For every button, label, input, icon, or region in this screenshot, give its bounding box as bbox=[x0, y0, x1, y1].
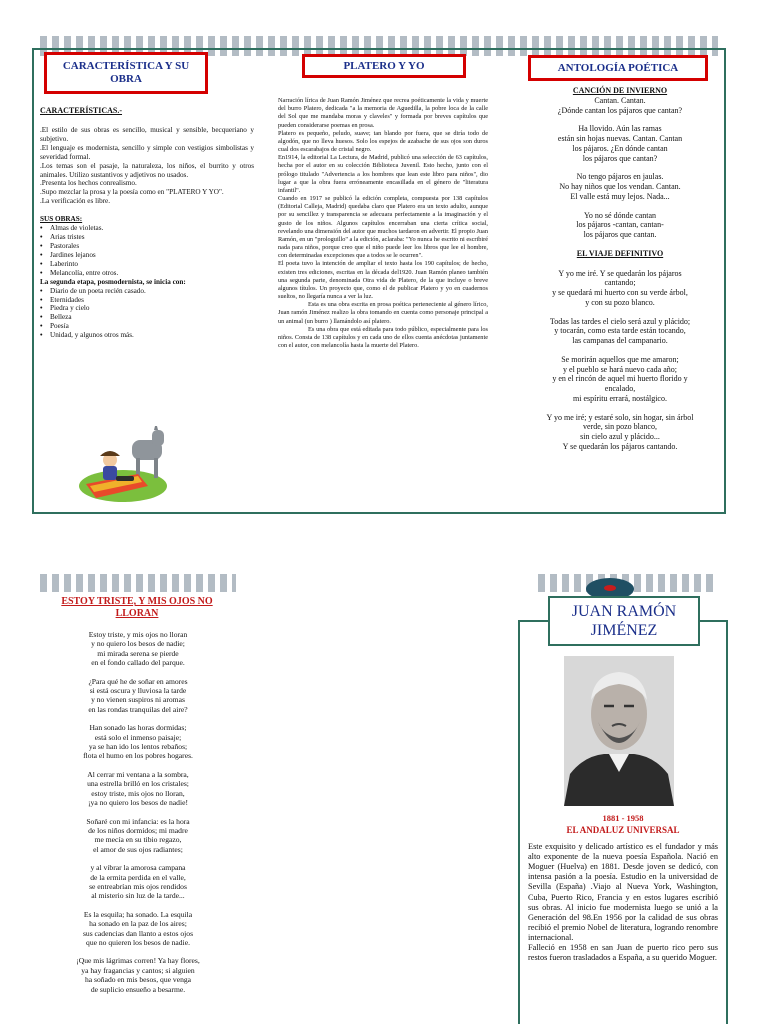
poem-line: Estoy triste, y mis ojos no lloran bbox=[88, 630, 188, 639]
poem-line: los pájaros que cantan. bbox=[583, 230, 657, 239]
poem-line: sin cielo azul y plácido... bbox=[580, 432, 660, 441]
obras-list bbox=[40, 224, 254, 278]
poem-line: Soñaré con mi infancia: es la hora bbox=[86, 816, 190, 826]
poem-line: Y yo me iré; y estaré solo, sin hogar, sin árbol bbox=[546, 412, 694, 422]
obra-item: • Arias tristes bbox=[50, 233, 254, 242]
poem-line: y el pueblo se hará nuevo cada año; bbox=[563, 364, 677, 374]
antologia-title-text: ANTOLOGÍA POÉTICA bbox=[557, 61, 679, 74]
poem-line: ya hay fragancias y cantos; si alguien bbox=[81, 965, 195, 975]
obra2-item: • Poesía bbox=[50, 322, 254, 331]
poem-line: los pájaros que cantan? bbox=[582, 153, 658, 163]
platero-paragraph-6: Esta es una obra escrita en prosa poética perteneciente al género lírico, Juan ramón Jiménez realizo la obra tomando en cuenta como personaje principal a un animal (un burro ) llamándolo así platero. bbox=[278, 301, 488, 325]
jrj-years: 1881 - 1958 bbox=[602, 813, 644, 823]
poem-line: y se quedará mi huerto con su verde árbol, bbox=[552, 288, 688, 297]
poem-line: se entreabrían mis ojos rendidos bbox=[89, 881, 187, 891]
poem-line: al misterio sin luz de la tarde... bbox=[91, 891, 185, 901]
poem-line: el amor de sus ojos radiantes; bbox=[93, 844, 183, 854]
caracteristica-1: .El estilo de sus obras es sencillo, musical y sensible, becqueriano y subjetivo. bbox=[40, 125, 254, 143]
caracteristicas-title-text: CARACTERÍSTICA Y SU OBRA bbox=[62, 60, 190, 85]
poem-line: ¿Para qué he de soñar en amores bbox=[88, 676, 188, 686]
poem-line: en el fondo callado del parque. bbox=[91, 658, 185, 668]
platero-paragraph-7: Es una obra que está editada para todo público, especialmente para los niños. Consta de 138 capítulos y en cada uno de ellos cuenta anécdotas juntamente con el autor, con melancolía hasta la muerte del Platero. bbox=[278, 325, 488, 350]
poem-line: encalado, bbox=[604, 384, 636, 393]
estoy-triste-title bbox=[44, 596, 230, 619]
poem-line: ¿Dónde cantan los pájaros que cantan? bbox=[557, 105, 683, 115]
poem-line: Ha llovido. Aún las ramas bbox=[578, 124, 662, 134]
poem2-stanza bbox=[520, 269, 720, 308]
poem-line: verde, sin pozo blanco, bbox=[583, 422, 657, 432]
caracteristica-4: .Presenta los hechos conrealismo. bbox=[40, 179, 137, 188]
poem-line: El valle está muy lejos. Nada... bbox=[570, 191, 670, 201]
poem1-stanza bbox=[520, 96, 720, 116]
poem-stanza bbox=[46, 770, 230, 808]
poem-line: una estrella brilló en los cristales; bbox=[87, 779, 189, 789]
poem-line: Todas las tardes el cielo será azul y plácido; bbox=[549, 316, 691, 326]
poem-line: No tengo pájaros en jaulas. bbox=[576, 172, 664, 182]
poem-line: ha sonado en la paz de los aires; bbox=[89, 919, 187, 929]
poem-line: Y se quedarán los pájaros cantando. bbox=[562, 441, 678, 451]
obras2-list bbox=[40, 287, 254, 341]
poem-line: Es la esquila; ha sonado. La esquila bbox=[83, 909, 193, 919]
platero-title bbox=[302, 54, 466, 78]
poem1-stanza bbox=[520, 172, 720, 201]
poem-line: de la ermita perdida en el valle, bbox=[90, 872, 186, 882]
poem1-stanza bbox=[520, 211, 720, 240]
caracteristica-2: .El lenguaje es modernista, sencillo y simple con vestigios simbolistas y severidad formal. bbox=[40, 143, 254, 161]
caracteristica-6: .La verificación es libre. bbox=[40, 197, 111, 206]
poem-line: flota el humo en los pobres hogares. bbox=[83, 751, 193, 761]
poem-line: ¡Que mis lágrimas corren! Ya hay flores, bbox=[76, 956, 200, 966]
poem-line: los pájaros -cantan, cantan- bbox=[576, 220, 664, 230]
obra-item: • Almas de violetas. bbox=[50, 224, 254, 233]
obra-item: • Jardines lejanos bbox=[50, 251, 254, 260]
poem-line: ya se han ido los lentos rebaños; bbox=[88, 742, 188, 752]
caracteristicas-column bbox=[40, 106, 254, 340]
poem2-stanza bbox=[520, 317, 720, 346]
estoy-triste-poem bbox=[46, 630, 230, 994]
poem-stanza bbox=[46, 630, 230, 668]
caracteristicas-subtitle: CARACTERÍSTICAS.- bbox=[40, 106, 123, 115]
jrj-portrait bbox=[564, 656, 674, 806]
platero-paragraph-1: Narración lírica de Juan Ramón Jiménez que recrea poéticamente la vida y muerte del burro Platero, dedicada "a la memoria de Aguedilla, la pobre loca de la calle del Sol que me mandaba moras y claveles" y formada por breves capítulos que pueden considerarse poemas en prosa. bbox=[278, 97, 488, 129]
poem-line: ha soñado en mis besos, que venga bbox=[84, 975, 192, 985]
poem-line: y en el rincón de aquel mi huerto florido y bbox=[552, 374, 688, 384]
poem-stanza bbox=[46, 863, 230, 901]
poem-line: Cantan. Cantan. bbox=[594, 95, 646, 105]
poem2-stanza bbox=[520, 413, 720, 452]
obras-title: SUS OBRAS: bbox=[40, 215, 83, 224]
poem2-title: EL VIAJE DEFINITIVO bbox=[576, 248, 664, 258]
poem-line: estoy triste, mis ojos no lloran, bbox=[91, 788, 185, 798]
poem-line: Han sonado las horas dormidas; bbox=[89, 723, 187, 733]
platero-paragraph-3: En1914, la editorial La Lectura, de Madrid, publicó una selección de 63 capítulos, hecha por el autor en su colección Biblioteca Juvenil. Esto hecho, junto con el prólogo titulado "Advertencia a los hombres que lean este libro para niños", dio lugar a que la obra fuera erróneamente encasillada en el género de "literatura infantil". bbox=[278, 154, 488, 194]
jrj-bio-paragraph-1: Este exquisito y delicado artístico es el fundador y más alto exponente de la nueva poesía Española. Nació en Moguer (Huelva) en 1881. Desde joven se dedicó, con intensa pasión a la poesía. Estudio en la universidad de Sevilla (España) .Viajo al Nueva York, Washington, Cuba, Puerto Rico, Francia y en estos lugares escribió sus obras. Al inicio fue modernista luego se unió a la Generación del 98.En 1956 por la calidad de sus obras recibió el premio Nobel de literatura, logrando renombre internacional. bbox=[528, 842, 718, 942]
poem1-stanza bbox=[520, 124, 720, 163]
platero-paragraph-5: El poeta tuvo la intención de ampliar el texto hasta los 190 capítulos; de hecho, existen tres ediciones, escritas en la década del1920. Juan Ramón planeo también una segunda parte, denominada Otra vida de Platero, de la que incluye o breve algunos títulos. Un proyecto que, como el de publicar Platero y yo en cuadernos sueltos, no llegaría nunca a ver la luz. bbox=[278, 260, 488, 301]
obra2-item: • Unidad, y algunos otros más. bbox=[50, 331, 254, 340]
jrj-name-box bbox=[548, 596, 700, 646]
poem-line: si está oscura y lluviosa la tarde bbox=[89, 686, 187, 696]
poem-line: mi mirada serena se pierde bbox=[97, 648, 179, 658]
poem-line: y con su pozo blanco. bbox=[585, 297, 655, 307]
poem-stanza bbox=[46, 677, 230, 715]
poem-line: y no vienen suspiros ni aromas bbox=[91, 695, 185, 705]
segunda-etapa-text: La segunda etapa, posmodernista, se inicia con: bbox=[40, 277, 186, 286]
jrj-epithet: EL ANDALUZ UNIVERSAL bbox=[566, 825, 680, 835]
poem-stanza bbox=[46, 956, 230, 994]
jrj-name: JUAN RAMÓN JIMÉNEZ bbox=[571, 602, 677, 639]
obra2-item: • Piedra y cielo bbox=[50, 304, 254, 313]
poem-line: las campanas del campanario. bbox=[572, 336, 668, 345]
platero-paragraph-2: Platero es pequeño, peludo, suave; tan blando por fuera, que se diría todo de algodón, que no lleva huesos. Solo los espejos de azabache de sus ojos son duros cual dos escarabajos de cristal negro. bbox=[278, 129, 488, 154]
platero-title-text: PLATERO Y YO bbox=[343, 59, 425, 72]
poem-line: Yo no sé dónde cantan bbox=[583, 210, 657, 220]
poem-line: Se morirán aquellos que me amaron; bbox=[561, 354, 679, 364]
poem2-stanza bbox=[520, 355, 720, 404]
platero-column bbox=[278, 97, 488, 350]
poem-line: y tocarán, como esta tarde están tocando, bbox=[554, 326, 686, 336]
poem-line: y al vibrar la amorosa campana bbox=[90, 863, 186, 873]
caracteristica-3: .Los temas son el pasaje, la naturaleza, los niños, el burrito y otros animales. Utilizo sustantivos y adjetivos no usados. bbox=[40, 161, 254, 179]
poem-stanza bbox=[46, 723, 230, 761]
obra-item: • Pastorales bbox=[50, 242, 254, 251]
caracteristica-5: .Supo mezclar la prosa y la poesía como en "PLATERO Y YO". bbox=[40, 188, 224, 197]
poem-line: está solo el inmenso paisaje; bbox=[94, 732, 182, 742]
poem-line: No hay niños que los vendan. Cantan. bbox=[559, 182, 681, 191]
estoy-triste-title-text: ESTOY TRISTE, Y MIS OJOS NO LLORAN bbox=[61, 596, 213, 619]
poem-line: ¡ya no quiero los besos de nadie! bbox=[88, 798, 188, 808]
poem-line: en las rondas tranquilas del aire? bbox=[88, 704, 188, 714]
caracteristicas-title bbox=[44, 52, 208, 94]
poem-line: de suplicio ensueño a besarme. bbox=[90, 984, 186, 994]
poem-stanza bbox=[46, 817, 230, 855]
poem-line: Y yo me iré. Y se quedarán los pájaros bbox=[558, 268, 682, 278]
obra2-item: • Belleza bbox=[50, 313, 254, 322]
poem-line: de los niños dormidos; mi madre bbox=[88, 825, 188, 835]
poem-stanza bbox=[46, 910, 230, 948]
poem-line: Al cerrar mi ventana a la sombra, bbox=[87, 769, 189, 779]
platero-paragraph-4: Cuando en 1917 se publicó la edición completa, compuesta por 138 capítulos (Editorial Calleja, Madrid) quedaba claro que Platero era un texto adulto, aunque por su sencillez y transparencia se adecuara perfectamente a la imaginación y el gusto de los niños. Algunos capítulos encerraban una cierta crítica social, revelando una dimensión del autor que muchos tardaron en advertir. El propio Juan Ramón, en un "prologuillo" a la edición, aclaraba: "Yo nunca he escrito ni escribiré nada para niños, porque creo que el niño puede leer los libros que lee el hombre, con determinadas excepciones que a todos se le ocurren". bbox=[278, 195, 488, 260]
bottom-left-stripe-band bbox=[40, 574, 236, 592]
poem-line: que no quieren los besos de nadie. bbox=[86, 937, 190, 947]
obra2-item: • Eternidades bbox=[50, 296, 254, 305]
obra-item: • Laberinto bbox=[50, 260, 254, 269]
decorative-oval-mark bbox=[604, 585, 616, 591]
poem-line: y no quiero los besos de nadie; bbox=[91, 639, 185, 649]
obra2-item: • Diario de un poeta recién casado. bbox=[50, 287, 254, 296]
antologia-title bbox=[528, 55, 708, 81]
poem-line: me mecía en su tibio regazo, bbox=[94, 835, 182, 845]
platero-clipart bbox=[78, 426, 168, 504]
antologia-column bbox=[520, 86, 720, 461]
poem-line: mi espíritu errará, nostálgico. bbox=[573, 393, 667, 403]
poem-line: están sin hojas nuevas. Cantan. Cantan bbox=[557, 134, 683, 143]
jrj-bio bbox=[528, 842, 718, 963]
jrj-bio-paragraph-2: Falleció en 1958 en san Juan de puerto rico pero sus restos fueron trasladados a España, a su querido Moguer. bbox=[528, 943, 718, 963]
poem1-title: CANCIÓN DE INVIERNO bbox=[572, 86, 668, 95]
poem-line: sus cadencias dan llanto a estos ojos bbox=[82, 928, 194, 938]
poem-line: cantando; bbox=[604, 278, 636, 288]
poem-line: los pájaros. ¿En dónde cantan bbox=[572, 143, 668, 153]
obra-item: • Melancolía, entre otros. bbox=[50, 269, 254, 278]
